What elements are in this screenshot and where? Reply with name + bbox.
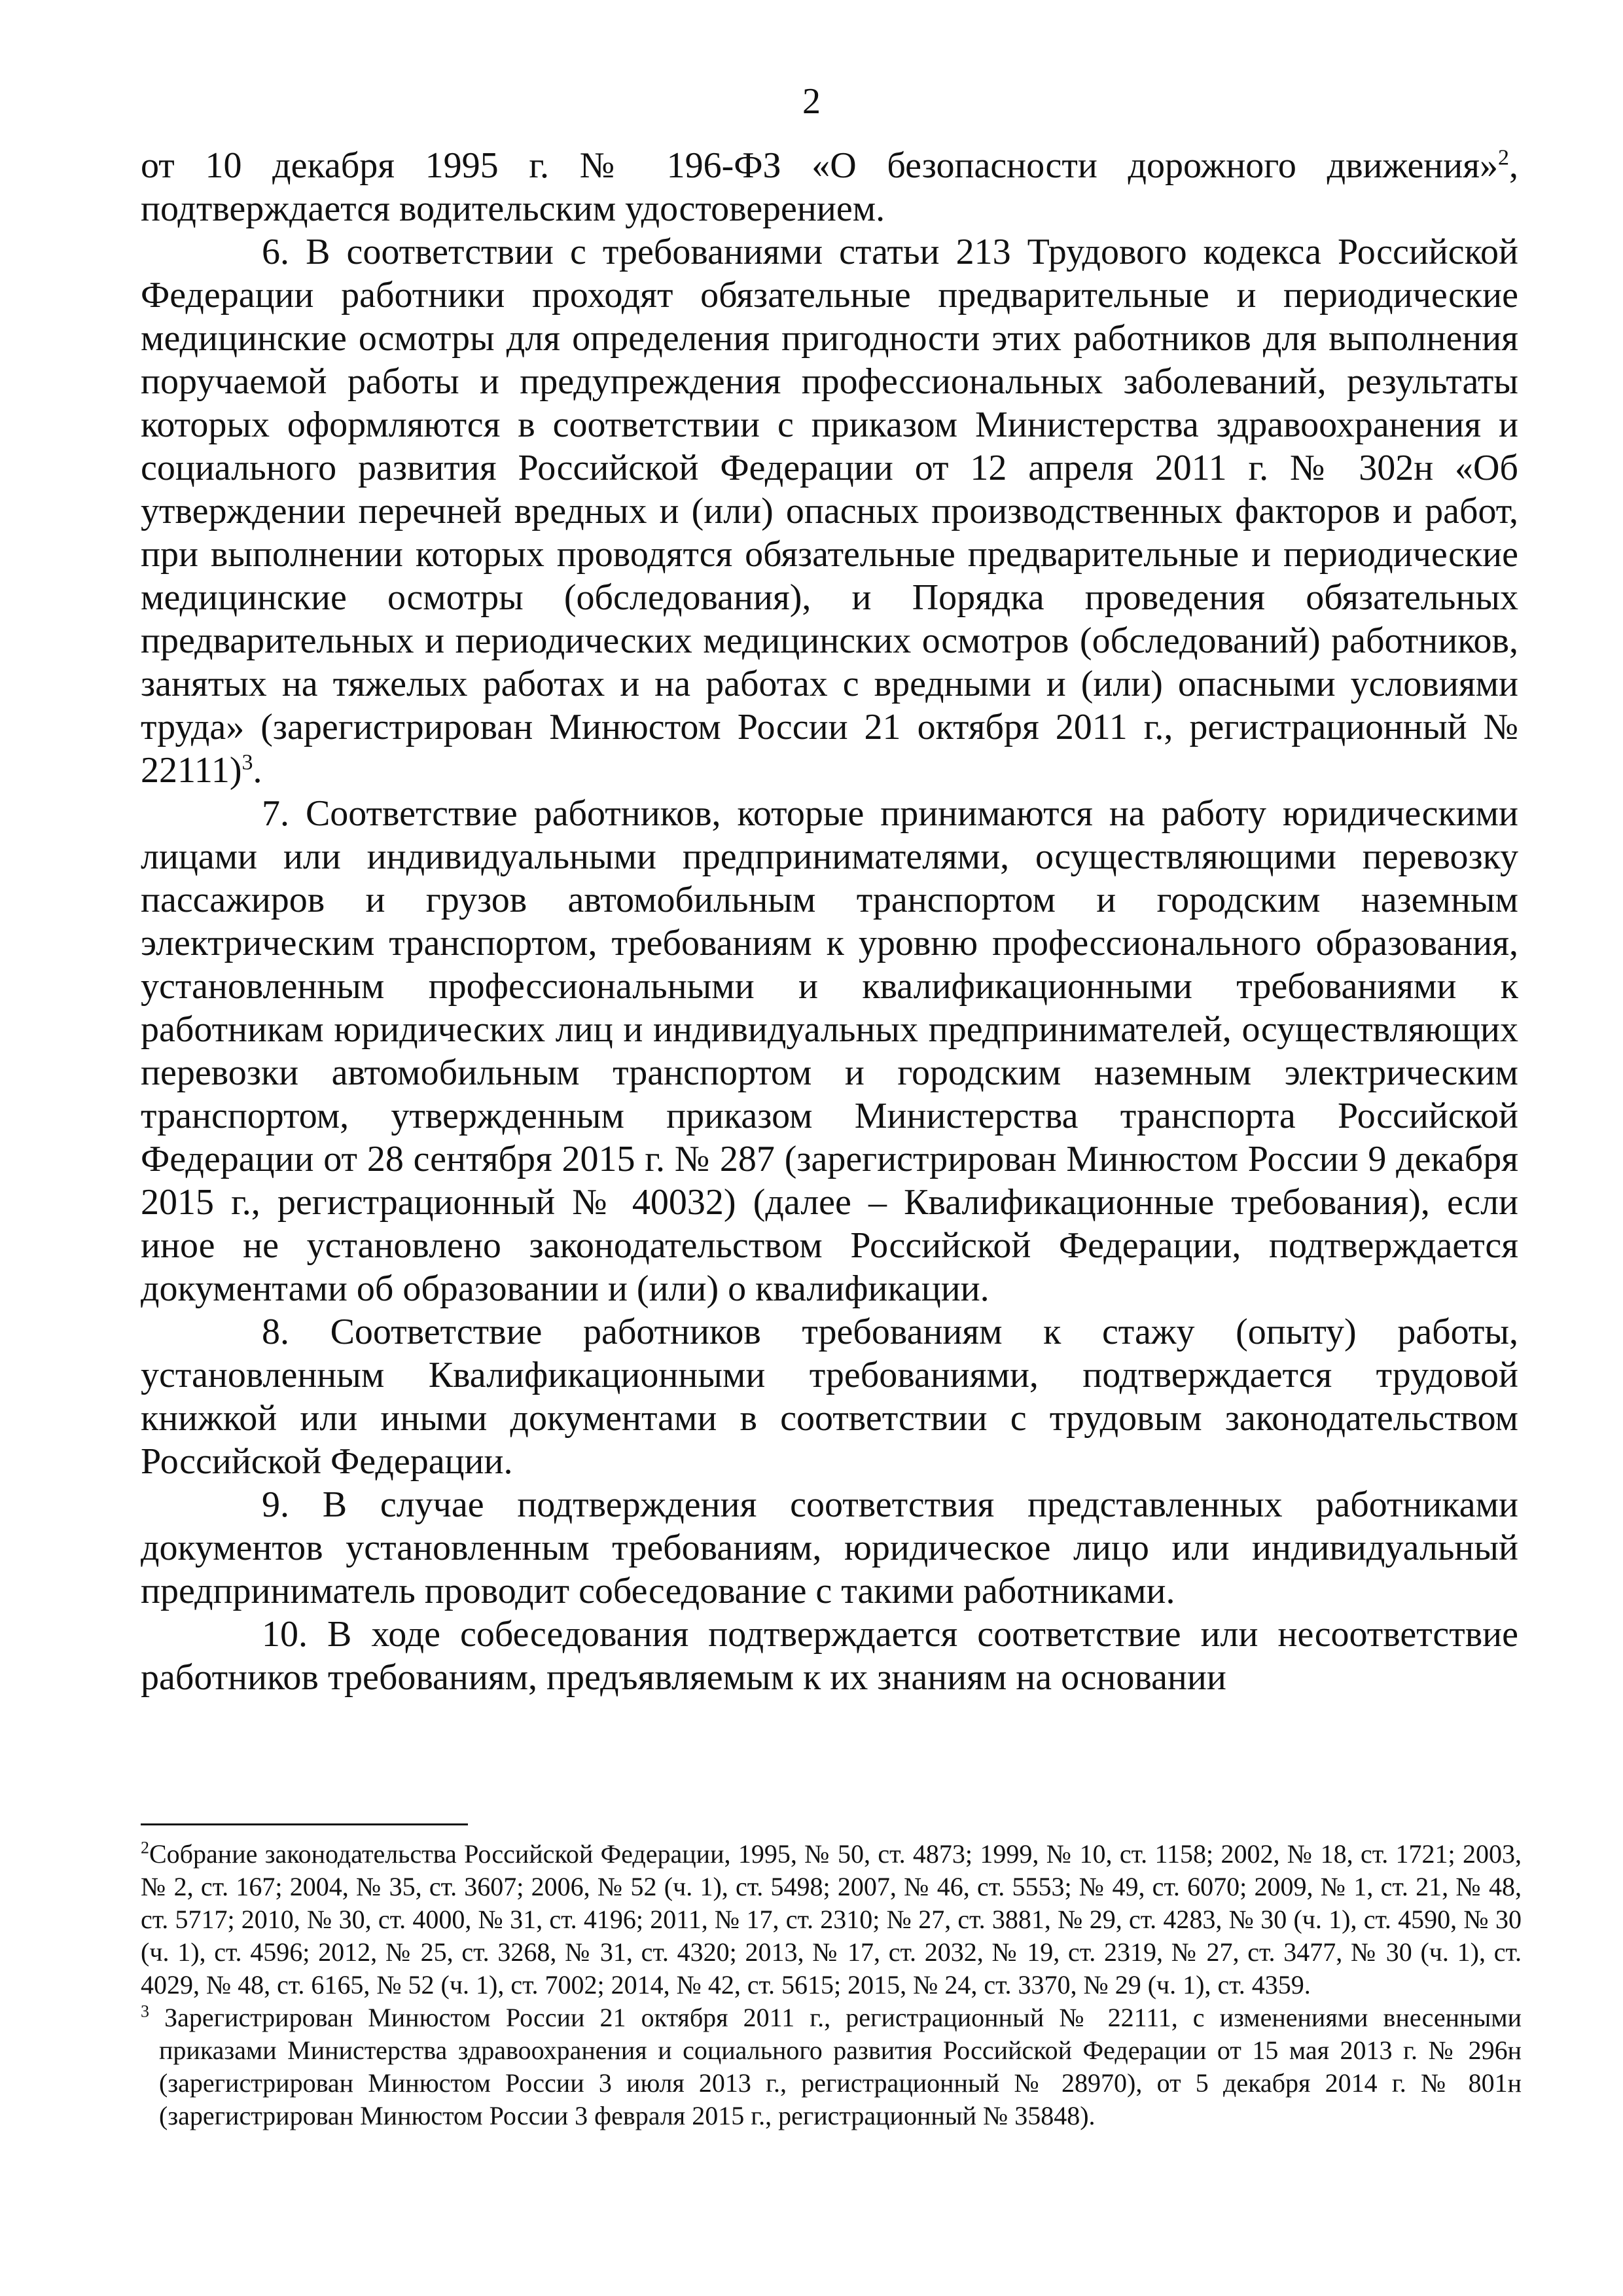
footnote-ref-2: 2 bbox=[1498, 145, 1509, 170]
paragraph-text-tail: , подтверждается водительским удостоверением. bbox=[141, 145, 1518, 229]
footnote-3 bbox=[141, 2001, 1522, 2132]
paragraph-10: 10. В ходе собеседования подтверждается соответствие или несоответствие работников требованиям, предъявляемым к их знаниям на основании bbox=[141, 1614, 1518, 1698]
paragraph-continuation bbox=[141, 144, 1518, 230]
footnotes bbox=[141, 1838, 1522, 2132]
paragraph-6 bbox=[141, 230, 1518, 792]
page-number: 2 bbox=[802, 81, 821, 122]
footnote-separator bbox=[141, 1823, 468, 1825]
paragraph-text-tail: . bbox=[253, 750, 262, 791]
footnote-mark: 2 bbox=[141, 1838, 149, 1857]
paragraph-8: 8. Соответствие работников требованиям к стажу (опыту) работы, установленным Квалификационными требованиями, подтверждается трудовой книжкой или иными документами в соответствии с трудовым законодательством Российской Федерации. bbox=[141, 1312, 1518, 1482]
footnote-mark: 3 bbox=[141, 2001, 149, 2021]
paragraph-7: 7. Соответствие работников, которые принимаются на работу юридическими лицами или индивидуальными предпринимателями, осуществляющими перевозку пассажиров и грузов автомобильным транспортом и городским наземным электрическим транспортом, требованиям к уровню профессионального образования, установленным профессиональными и квалификационными требованиями к работникам юридических лиц и индивидуальных предпринимателей, осуществляющих перевозки автомобильным транспортом и городским наземным электрическим транспортом, утвержденным приказом Министерства транспорта Российской Федерации от 28 сентября 2015 г. № 287 (зарегистрирован Минюстом России 9 декабря 2015 г., регистрационный № 40032) (далее – Квалификационные требования), если иное не установлено законодательством Российской Федерации, подтверждается документами об образовании и (или) о квалификации. bbox=[141, 793, 1518, 1309]
footnote-2 bbox=[141, 1838, 1522, 2001]
footnote-text: Собрание законодательства Российской Федерации, 1995, № 50, ст. 4873; 1999, № 10, ст. 1158; 2002, № 18, ст. 1721; 2003, № 2, ст. 167; 2004, № 35, ст. 3607; 2006, № 52 (ч. 1), ст. 5498; 2007, № 46, ст. 5553; № 49, ст. 6070; 2009, № 1, ст. 21, № 48, ст. 5717; 2010, № 30, ст. 4000, № 31, ст. 4196; 2011, № 17, ст. 2310; № 27, ст. 3881, № 29, ст. 4283, № 30 (ч. 1), ст. 4590, № 30 (ч. 1), ст. 4596; 2012, № 25, ст. 3268, № 31, ст. 4320; 2013, № 17, ст. 2032, № 19, ст. 2319, № 27, ст. 3477, № 30 (ч. 1), ст. 4029, № 48, ст. 6165, № 52 (ч. 1), ст. 7002; 2014, № 42, ст. 5615; 2015, № 24, ст. 3370, № 29 (ч. 1), ст. 4359. bbox=[141, 1839, 1522, 2000]
paragraph-text: 6. В соответствии с требованиями статьи 213 Трудового кодекса Российской Федерации работники проходят обязательные предварительные и периодические медицинские осмотры для определения пригодности этих работников для выполнения поручаемой работы и предупреждения профессиональных заболеваний, результаты которых оформляются в соответствии с приказом Министерства здравоохранения и социального развития Российской Федерации от 12 апреля 2011 г. № 302н «Об утверждении перечней вредных и (или) опасных производственных факторов и работ, при выполнении которых проводятся обязательные предварительные и периодические медицинские осмотры (обследования), и Порядка проведения обязательных предварительных и периодических медицинских осмотров (обследований) работников, занятых на тяжелых работах и на работах с вредными и (или) опасными условиями труда» (зарегистрирован Минюстом России 21 октября 2011 г., регистрационный № 22111) bbox=[141, 232, 1518, 791]
paragraph-text: от 10 декабря 1995 г. № 196-ФЗ «О безопасности дорожного движения» bbox=[141, 145, 1498, 186]
paragraph-9: 9. В случае подтверждения соответствия представленных работниками документов установленным требованиям, юридическое лицо или индивидуальный предприниматель проводит собеседование с такими работниками. bbox=[141, 1484, 1518, 1611]
footnote-text: Зарегистрирован Минюстом России 21 октября 2011 г., регистрационный № 22111, с изменениями внесенными приказами Министерства здравоохранения и социального развития Российской Федерации от 15 мая 2013 г. № 296н (зарегистрирован Минюстом России 3 июля 2013 г., регистрационный № 28970), от 5 декабря 2014 г. № 801н (зарегистрирован Минюстом России 3 февраля 2015 г., регистрационный № 35848). bbox=[149, 2003, 1522, 2130]
document-body bbox=[141, 144, 1518, 1699]
footnote-ref-3: 3 bbox=[241, 750, 253, 775]
